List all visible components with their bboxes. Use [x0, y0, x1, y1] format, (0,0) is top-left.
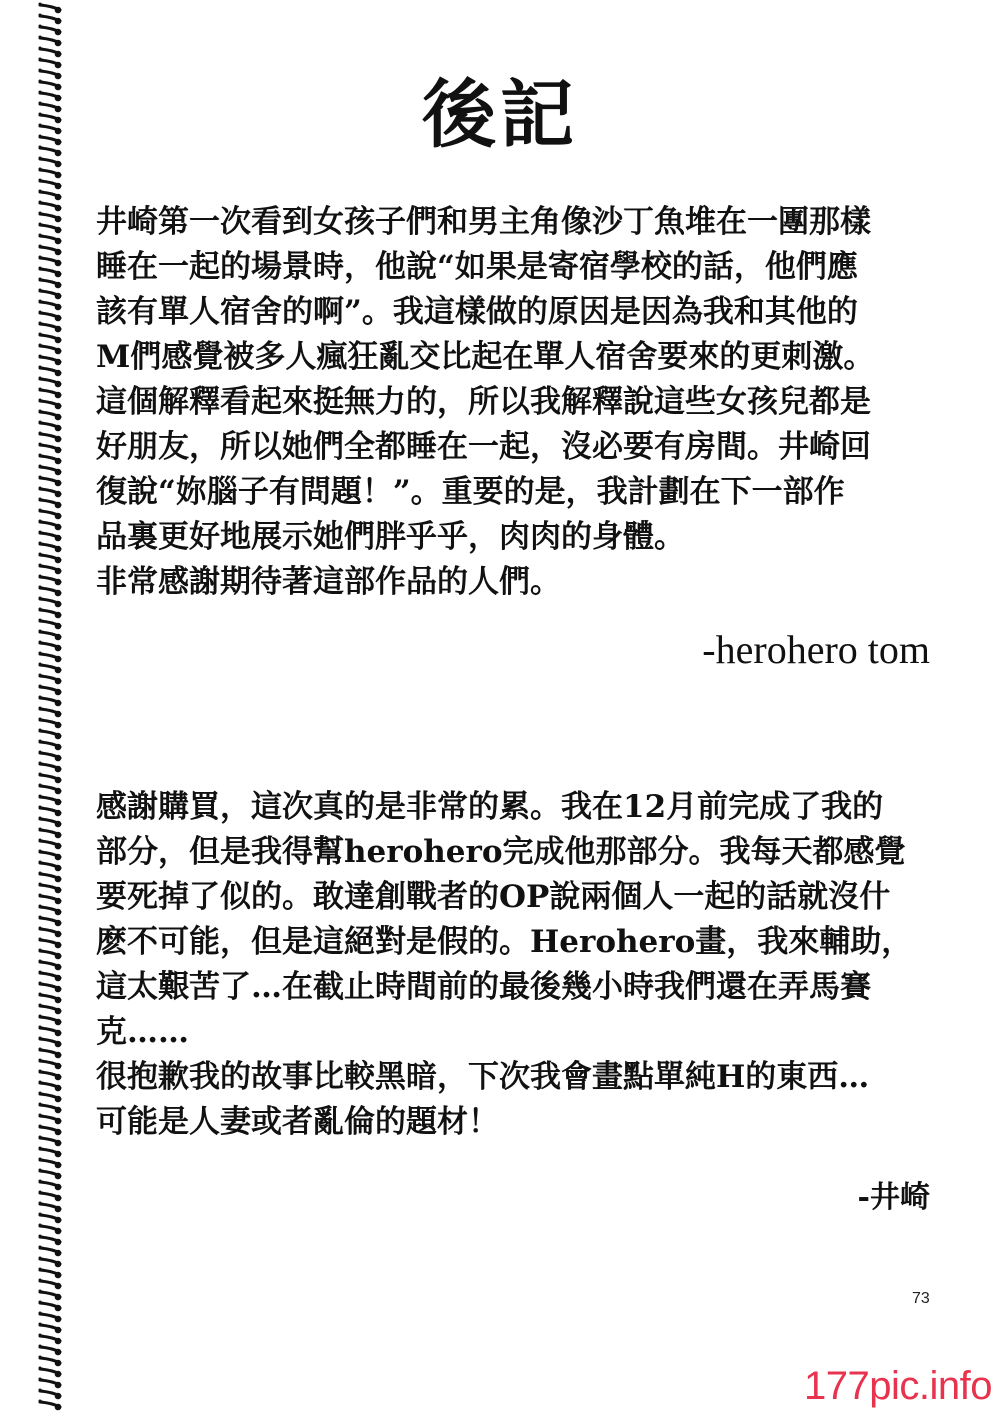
- signature-herohero-tom: -herohero tom: [702, 627, 930, 672]
- paragraph-line: 好朋友，所以她們全都睡在一起，沒必要有房間。井崎回: [96, 429, 871, 465]
- paragraph-line: 很抱歉我的故事比較黑暗，下次我會畫點單純H的東西…: [96, 1059, 870, 1095]
- paragraph-line: 睡在一起的場景時，他說“如果是寄宿學校的話，他們應: [96, 249, 858, 285]
- paragraph-line: 這太艱苦了…在截止時間前的最後幾小時我們還在弄馬賽: [96, 969, 871, 1005]
- paragraph-line: 品裏更好地展示她們胖乎乎，肉肉的身體。: [96, 519, 685, 555]
- paragraph-line: 要死掉了似的。敢達創戰者的OP說兩個人一起的話就沒什: [96, 879, 891, 915]
- page-title: 後記: [422, 72, 578, 158]
- paragraph-line: 非常感謝期待著這部作品的人們。: [96, 564, 561, 600]
- watermark: 177pic.info: [804, 1364, 992, 1408]
- paragraph-line: 克……: [96, 1014, 189, 1050]
- paragraph-line: 該有單人宿舍的啊”。我這樣做的原因是因為我和其他的: [96, 294, 858, 330]
- paragraph-line: 這個解釋看起來挺無力的，所以我解釋說這些女孩兒都是: [96, 384, 871, 420]
- signature-izaki: -井崎: [857, 1180, 930, 1215]
- paragraph-line: 感謝購買，這次真的是非常的累。我在12月前完成了我的: [96, 789, 884, 825]
- afterword-paragraph-1: [96, 200, 956, 605]
- paragraph-line: 井崎第一次看到女孩子們和男主角像沙丁魚堆在一團那樣: [96, 204, 871, 240]
- page-number: 73: [912, 1290, 930, 1307]
- paragraph-line: 復說“妳腦子有問題！”。重要的是，我計劃在下一部作: [96, 474, 845, 510]
- spiral-binding-icon: [0, 0, 70, 1412]
- paragraph-line: M們感覺被多人瘋狂亂交比起在單人宿舍要來的更刺激。: [96, 339, 875, 375]
- paragraph-line: 麽不可能，但是這絕對是假的。Herohero畫，我來輔助，: [96, 924, 913, 960]
- afterword-paragraph-2: [96, 785, 956, 1145]
- paragraph-line: 部分，但是我得幫herohero完成他那部分。我每天都感覺: [96, 834, 906, 870]
- paragraph-line: 可能是人妻或者亂倫的題材！: [96, 1104, 499, 1140]
